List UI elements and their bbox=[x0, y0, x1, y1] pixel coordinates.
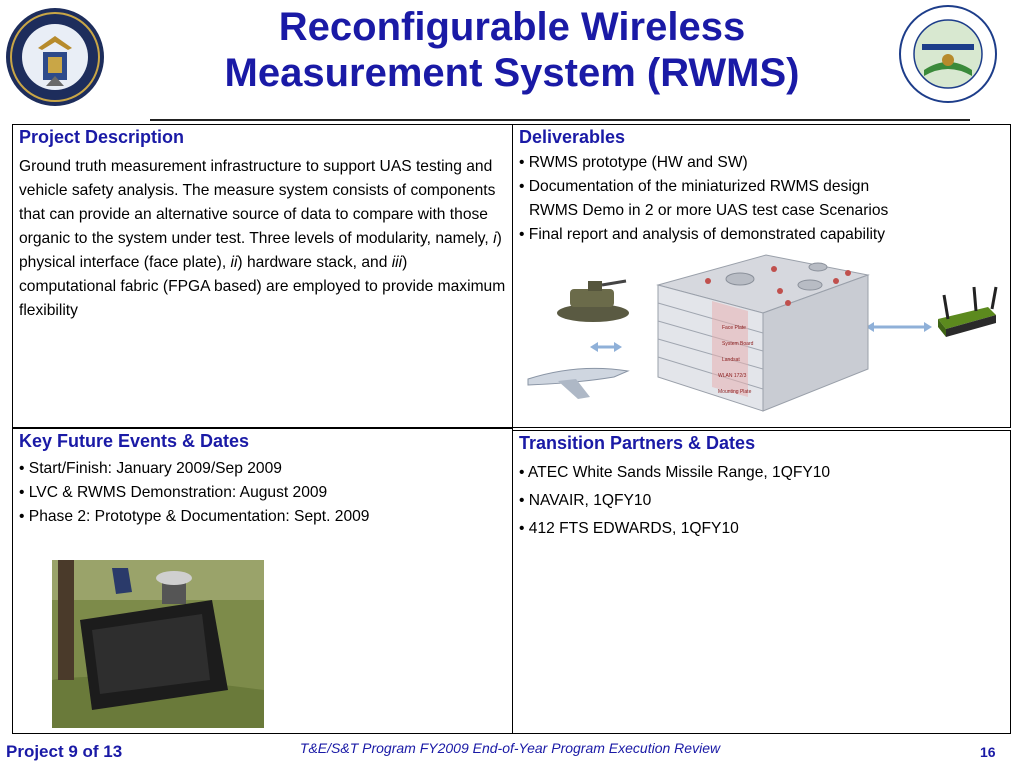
deliverables-heading: Deliverables bbox=[519, 127, 626, 147]
deliverable-item: • Final report and analysis of demonstrated capability bbox=[519, 226, 886, 243]
layer-label: WLAN 172/3 bbox=[718, 373, 747, 379]
key-events-heading: Key Future Events & Dates bbox=[19, 431, 250, 451]
deliverable-item: RWMS Demo in 2 or more UAS test case Scenarios bbox=[529, 202, 889, 219]
deliverable-item: • Documentation of the miniaturized RWMS design bbox=[519, 178, 870, 195]
key-event-item: • LVC & RWMS Demonstration: August 2009 bbox=[19, 484, 328, 501]
project-counter: Project 9 of 13 bbox=[6, 742, 123, 761]
key-event-item: • Start/Finish: January 2009/Sep 2009 bbox=[19, 460, 282, 477]
transition-item: • NAVAIR, 1QFY10 bbox=[519, 492, 652, 509]
desc-roman-i: i bbox=[493, 230, 497, 247]
tank-icon bbox=[557, 281, 629, 322]
desc-text-2: ) physical interface (face plate), bbox=[19, 230, 502, 271]
deliverables-panel bbox=[512, 124, 1011, 428]
desc-roman-iii: iii bbox=[391, 254, 403, 271]
title-line-2: Measurement System (RWMS) bbox=[224, 51, 800, 95]
page-title bbox=[150, 4, 874, 96]
transition-item: • ATEC White Sands Missile Range, 1QFY10 bbox=[519, 464, 831, 481]
desc-text-3: ) hardware stack, and bbox=[237, 254, 392, 271]
rwms-stack-box bbox=[658, 255, 868, 411]
deliverable-item: • RWMS prototype (HW and SW) bbox=[519, 154, 748, 171]
layer-label: System Board bbox=[722, 341, 754, 347]
desc-roman-ii: ii bbox=[230, 254, 238, 271]
router-icon bbox=[938, 287, 996, 337]
project-description-body bbox=[19, 155, 507, 323]
footer-title: T&E/S&T Program FY2009 End-of-Year Program Execution Review bbox=[299, 740, 721, 756]
trmc-seal-icon bbox=[4, 2, 106, 112]
key-event-item: • Phase 2: Prototype & Documentation: Sept. 2009 bbox=[19, 508, 370, 525]
transition-item: • 412 FTS EDWARDS, 1QFY10 bbox=[519, 520, 739, 537]
layer-label: Mounting Plate bbox=[718, 389, 752, 395]
project-description-panel bbox=[12, 124, 513, 428]
title-line-1: Reconfigurable Wireless bbox=[278, 5, 746, 49]
robot-vehicle-photo-icon bbox=[52, 560, 264, 728]
layer-label: Face Plate bbox=[722, 325, 746, 331]
layer-label: Landsat bbox=[722, 357, 740, 363]
project-description-heading: Project Description bbox=[19, 127, 185, 147]
desc-text-4: ) computational fabric (FPGA based) are employed to provide maximum flexibility bbox=[19, 254, 506, 319]
desc-text-1: Ground truth measurement infrastructure to support UAS testing and vehicle safety analysis. The measure system consists of components that can provide an alternative source of data to compare with those organic to the system under test. Three levels of modularity, namely, bbox=[19, 158, 496, 247]
page-number: 16 bbox=[980, 744, 996, 760]
tes-t-seal-icon bbox=[898, 4, 998, 104]
rwms-stack-diagram-icon bbox=[518, 251, 1007, 425]
title-divider bbox=[150, 119, 970, 121]
transition-partners-panel bbox=[512, 430, 1011, 734]
uav-icon bbox=[528, 368, 628, 399]
transition-heading: Transition Partners & Dates bbox=[519, 433, 756, 453]
